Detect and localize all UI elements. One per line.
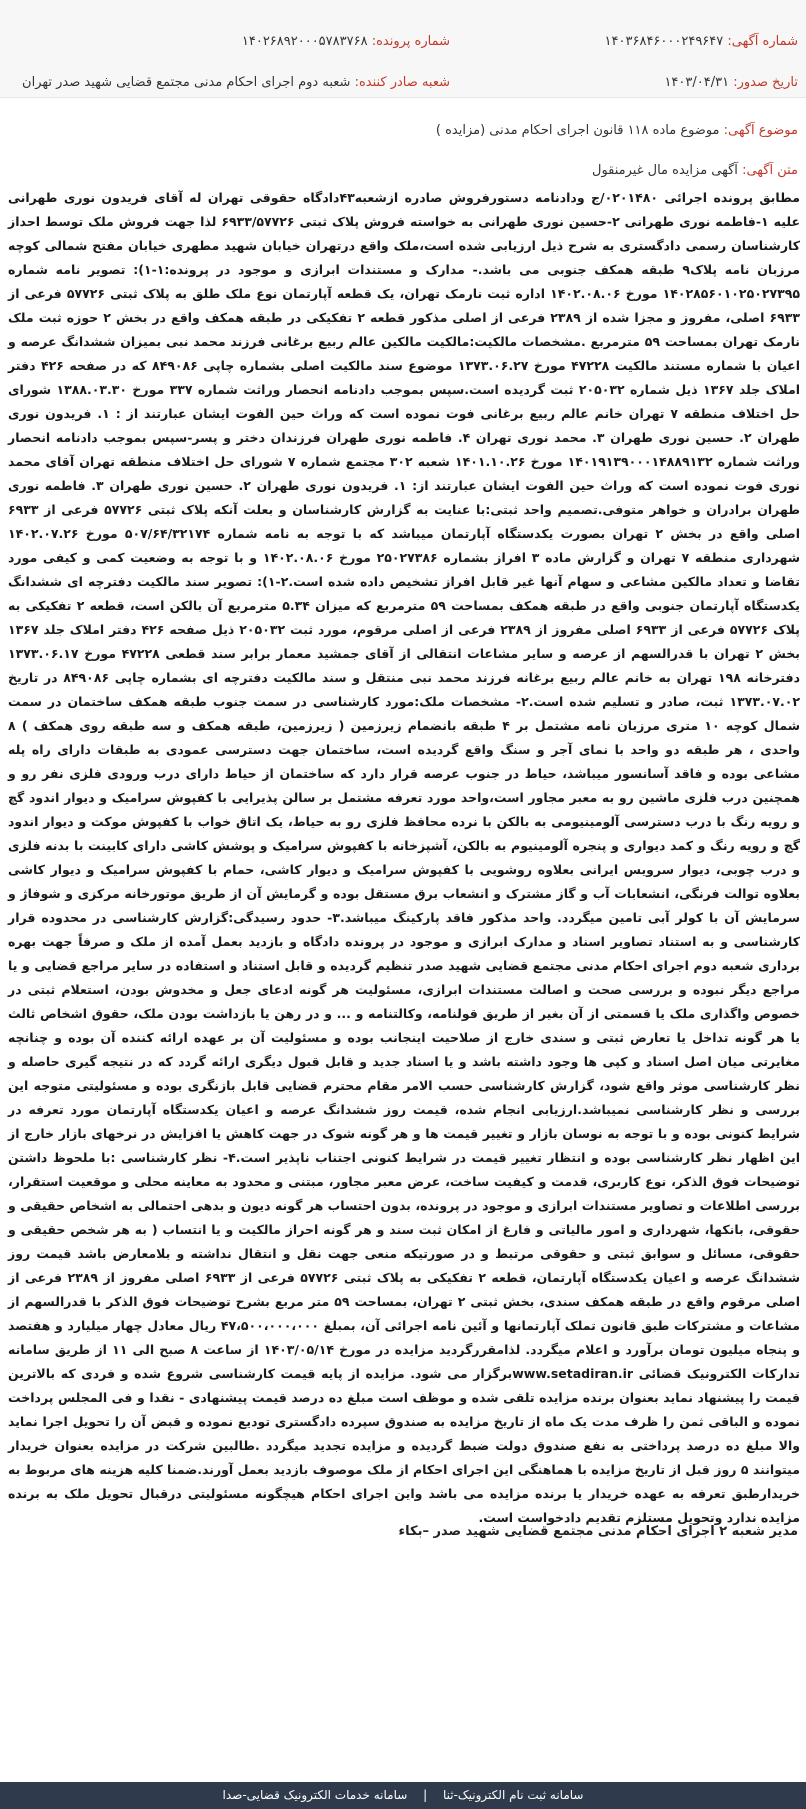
issuer-value: شعبه دوم اجرای احکام مدنی مجتمع قضایی شهید صدر تهران (22, 75, 351, 90)
issue-date-value: ۱۴۰۳/۰۴/۳۱ (664, 75, 730, 90)
case-number (242, 34, 450, 49)
case-number-label: شماره پرونده: (371, 34, 450, 49)
subject-value: موضوع ماده ۱۱۸ قانون اجرای احکام مدنی (مزایده ) (435, 123, 720, 138)
signature: مدیر شعبه ۲ اجرای احکام مدنی مجتمع قضایی شهید صدر –بکاء (398, 1524, 798, 1539)
footer-separator: | (423, 1788, 428, 1802)
subject (436, 123, 798, 138)
ad-number-label: شماره آگهی: (727, 34, 798, 49)
ad-number (605, 34, 798, 49)
issue-date-label: تاریخ صدور: (733, 75, 798, 90)
issue-date (664, 75, 798, 90)
issuer (22, 75, 450, 90)
notice-body-text: مطابق پرونده اجرائی ۰۲۰۱۴۸۰/ج ودادنامه دستورفروش صادره ازشعبه۴۳دادگاه حقوقی تهران له آقای فریدون نوری طهرانی علیه ۱-فاطمه نوری طهرانی ۲-حسین نوری طهرانی به خواسته فروش پلاک ثبتی ۶۹۳۳/۵۷۷۲۶ لذا جهت فروش ملک توسط احداز کارشناسان رسمی دادگستری به شرح ذیل ارزیابی شده است،ملک واقع درتهران خیابان شهید مطهری خیابان مفتح شمالی کوچه مرزبان نامه پلاک۹ طبقه همکف جنوبی می باشد.- مدارک و مستندات ابرازی و موجود در پرونده:۱-۱): تصویر نامه شماره ۱۴۰۲۸۵۶۰۱۰۲۵۰۲۷۳۹۵ مورخ ۱۴۰۲.۰۸.۰۶ اداره ثبت نارمک تهران، یک قطعه آپارتمان نوع ملک طلق به پلاک ثبتی ۵۷۷۲۶ فرعی از ۶۹۳۳ اصلی، مفروز و مجزا شده از ۲۳۸۹ فرعی از اصلی مذکور قطعه ۲ تفکیکی در طبقه همکف واقع در بخش ۲ حوزه ثبت ملک نارمک تهران بمساحت ۵۹ مترمربع .مشخصات مالکیت:مالکیت مالکین عالم ربیع برغانی فرزند محمد نبی بمیزان ششدانگ عرصه و اعیان با شماره مستند مالکیت ۴۷۲۲۸ مورخ ۱۳۷۳.۰۶.۲۷ موضوع سند مالکیت اصلی بشماره چاپی ۸۴۹۰۸۶ که در صفحه ۴۲۶ دفتر املاک جلد ۱۳۶۷ ذیل شماره ۲۰۵۰۳۲ ثبت گردیده است.سپس بموجب دادنامه انحصار وراثت شماره ۳۳۷ مورخ ۱۳۸۸.۰۳.۳۰ شورای حل اختلاف منطقه ۷ تهران خانم عالم ربیع برغانی فوت نموده است که وراث حین الفوت ایشان عبارتند از : ۱. فریدون نوری طهران ۲. حسین نوری طهران ۳. محمد نوری تهران ۴. فاطمه نوری طهران فرزندان دختر و پسر-سپس بموجب دادنامه انحصار وراثت شماره ۱۴۰۱۹۱۳۹۰۰۰۱۴۸۸۹۱۳۲ مورخ ۱۴۰۱.۱۰.۲۶ شعبه ۳۰۲ مجتمع شماره ۷ شورای حل اختلاف منطقه تهران آقای محمد نوری فوت نموده است که وراث حین الفوت ایشان عبارتند از: ۱. فریدون نوری طهران ۲. حسین نوری طهران ۳. فاطمه نوری طهران برادران و خواهر متوفی.تصمیم واحد ثبتی:با عنایت به گزارش کارشناسان و بعلت آنکه پلاک ثبتی ۵۷۷۲۶ فرعی از ۶۹۳۳ اصلی واقع در بخش ۲ تهران بصورت یکدستگاه آپارتمان میباشد که با توجه به نامه شماره ۵۰۷/۶۴/۳۲۱۷۴ مورخ ۱۴۰۲.۰۷.۲۶ شهرداری منطقه ۷ تهران و گزارش ماده ۳ افراز بشماره ۲۵۰۲۷۳۸۶ مورخ ۱۴۰۲.۰۸.۰۶ و با توجه به وضعیت کمی و کیفی مورد تقاضا و تعداد مالکین مشاعی و سهام آنها غیر قابل افراز تشخیص داده شده است.۲-۱): تصویر سند مالکیت دفترچه ای ششدانگ یکدستگاه آپارتمان جنوبی واقع در طبقه همکف بمساحت ۵۹ مترمربع که میزان ۵.۳۴ مترمربع آن بالکن است، قطعه ۲ تفکیکی به پلاک ۵۷۷۲۶ فرعی از ۶۹۳۳ اصلی مفروز از ۲۳۸۹ فرعی از اصلی مرقوم، مورد ثبت ۲۰۵۰۳۲ ذیل صفحه ۴۲۶ دفتر املاک جلد ۱۳۶۷ بخش ۲ تهران با قدرالسهم از عرصه و سایر مشاعات انتقالی از آقای جمشید معمار برابر سند قطعی ۴۷۲۲۸ مورخ ۱۳۷۳.۰۶.۱۷ دفترخانه ۱۹۸ تهران به خانم عالم ربیع برغانه فرزند محمد نبی منتقل و سند مالکیت دفترچه ای بشماره چاپی ۸۴۹۰۸۶ در تاریخ ۱۳۷۳.۰۷.۰۲ ثبت، صادر و تسلیم شده است.۲- مشخصات ملک:مورد کارشناسی در سمت جنوب طبقه همکف ساختمان در سمت شمال کوچه ۱۰ متری مرزبان نامه مشتمل بر ۴ طبقه بانضمام زیرزمین ( زیرزمین، طبقه همکف و سه طبقه روی همکف ) ۸ واحدی ، هر طبقه دو واحد با نمای آجر و سنگ واقع گردیده است، ساختمان جهت دسترسی عمودی به طبقات دارای راه پله مشاعی بوده و فاقد آسانسور میباشد، حیاط در جنوب عرصه قرار دارد که ساختمان از حیاط دارای درب ورودی فلزی نفر رو و همچنین درب فلزی ماشین رو به معبر مجاور است،واحد مورد تعرفه مشتمل بر سالن پذیرایی با کفپوش سرامیک و دیوار اندود گچ و رویه رنگ با درب دسترسی آلومینیومی به بالکن با نرده محافظ فلزی رو به حیاط، یک اتاق خواب با کفپوش موکت و دیوار اندود گچ و رویه رنگ و کمد دیواری و پنجره آلومینیوم به بالکن، آشپزخانه با کفپوش سرامیک و پوشش کاشی دارای کابینت با بدنه فلزی و درب چوبی، دیوار سرویس ایرانی بعلاوه روشویی با کفپوش سرامیک و دیوار کاشی، حمام با کفپوش سرامیک و دیوار کاشی بعلاوه توالت فرنگی، انشعابات آب و گاز مشترک و انشعاب برق مستقل بوده و گرمایش آن از طریق موتورخانه مرکزی و شوفاژ و سرمایش آن با کولر آبی تامین میگردد. واحد مذکور فاقد پارکینگ میباشد.۳- حدود رسیدگی:گزارش کارشناسی در محدوده قرار کارشناسی و به استناد تصاویر اسناد و مدارک ابرازی و موجود در پرونده دادگاه و بازدید بعمل آمده از ملک و صرفاً جهت بهره برداری شعبه دوم اجرای احکام مدنی مجتمع قضایی شهید صدر تنظیم گردیده و قابل استناد و استفاده در سایر مراجع قضایی و یا مراجع دیگر نبوده و بررسی صحت و اصالت مستندات ابرازی، مسئولیت هر گونه ادعای جعل و مخدوش بودن، استعلام ثبتی در خصوص واگذاری ملک یا قسمتی از آن بغیر از طریق قولنامه، وکالتنامه و ... و در رهن یا بازداشت بودن ملک، حقوق اشخاص ثالث یا هر گونه تداخل یا تعارض ثبتی و سندی خارج از صلاحیت اینجانب بوده و مسئولیت آن بر عهده ارائه کننده آن بوده و چنانچه مغایرتی میان اصل اسناد و کپی ها وجود داشته باشد و یا اسناد جدید و قابل قبول دیگری ارائه گردد که در نتیجه گیری حاصله و نظر کارشناسی موثر واقع شود، گزارش کارشناسی حسب الامر مقام محترم قضایی قابل بازنگری بوده و مسئولیتی متوجه این بررسی و نظر کارشناسی نمیباشد.ارزیابی انجام شده، قیمت روز ششدانگ عرصه و اعیان یکدستگاه آپارتمان مورد تعرفه در شرایط کنونی بوده و با توجه به نوسان بازار و تغییر قیمت ها و هر گونه شوک در جهت کاهش یا افزایش در نرخهای بازار خارج از این اظهار نظر کارشناسی بوده و انتظار تغییر قیمت در شرایط کنونی اجتناب ناپذیر است.۴- نظر کارشناسی :با ملحوظ داشتن توضیحات فوق الذکر، نوع کاربری، قدمت و کیفیت ساخت، عرض معبر مجاور، مبتنی و محدود به معاینه محلی و موقعیت استقرار، بررسی اطلاعات و تصاویر مستندات ابرازی و موجود در پرونده، بدون احتساب هر گونه دیون و بدهی احتمالی به اشخاص حقیقی و حقوقی، بانکها، شهرداری و امور مالیاتی و فارغ از امکان ثبت سند و هر گونه احراز مالکیت و یا انتساب ( به هر شخص حقیقی و حقوقی، مسائل و سوابق ثبتی و حقوقی مرتبط و در صورتیکه منعی جهت نقل و انتقال نداشته و بلامعارض باشد قیمت روز ششدانگ عرصه و اعیان یکدستگاه آپارتمان، قطعه ۲ تفکیکی به پلاک ثبتی ۵۷۷۲۶ فرعی از ۶۹۳۳ اصلی مفروز از ۲۳۸۹ فرعی از اصلی مرقوم واقع در طبقه همکف سندی، بخش ثبتی ۲ تهران، بمساحت ۵۹ متر مربع بشرح توضیحات فوق الذکر با قدرالسهم از مشاعات و مشترکات طبق قانون تملک آپارتمانها و آئین نامه اجرائی آن، بمبلغ ۴۷،۵۰۰،۰۰۰،۰۰۰ ریال معادل چهار میلیارد و هفتصد و پنجاه میلیون تومان برآورد و اعلام میگردد. لذامقررگردید مزایده در مورخ ۱۴۰۳/۰۵/۱۴ از ساعت ۸ صبح الی ۱۱ از طریق سامانه تدارکات الکترونیک قضائی www.setadiran.irبرگزار می شود. مزایده از پایه قیمت کارشناسی شروع شده و فردی که بالاترین قیمت را پیشنهاد نماید بعنوان برنده مزایده تلقی شده و موظف است مبلغ ده درصد قیمت پیشنهادی - نقدا و فی المجلس پرداخت نموده و الباقی ثمن را ظرف مدت یک ماه از تاریخ مزایده به صندوق سپرده دادگستری تودیع نموده و قبض آن را تحویل اجرا نماید والا مبلغ ده درصد پرداختی به نفع صندوق دولت ضبط گردیده و مزایده تجدید میگردد .طالبین شرکت در مزایده بعنوان خریدار میتوانند ۵ روز قبل از تاریخ مزایده با هماهنگی این اجرای احکام از ملک موصوف بازدید بعمل آورند.ضمنا کلیه هزینه های مربوط به خریدارطبق تعرفه به عهده خریدار یا برنده مزایده می باشد واین اجرای احکام هیچگونه مسئولیتی درقبال تحویل ملک به برنده مزایده ندارد وتحویل مستلزم تقدیم دادخواست است. (8, 190, 801, 1525)
subject-label: موضوع آگهی: (723, 123, 798, 138)
footer-link-sana[interactable]: سامانه ثبت نام الکترونیک-ثنا (442, 1788, 584, 1802)
case-number-value: ۱۴۰۲۶۸۹۲۰۰۰۵۷۸۳۷۶۸ (241, 34, 368, 49)
body-label: متن آگهی: (742, 163, 798, 178)
footer-bar (0, 1782, 806, 1809)
notice-header (0, 0, 806, 98)
issuer-label: شعبه صادر کننده: (354, 75, 450, 90)
body-title: آگهی مزایده مال غیرمنقول (592, 163, 738, 178)
ad-number-value: ۱۴۰۳۶۸۴۶۰۰۰۲۴۹۶۴۷ (604, 34, 724, 49)
body-heading (592, 163, 798, 178)
footer-link-sada[interactable]: سامانه خدمات الکترونیک قضایی-صدا (222, 1788, 408, 1802)
